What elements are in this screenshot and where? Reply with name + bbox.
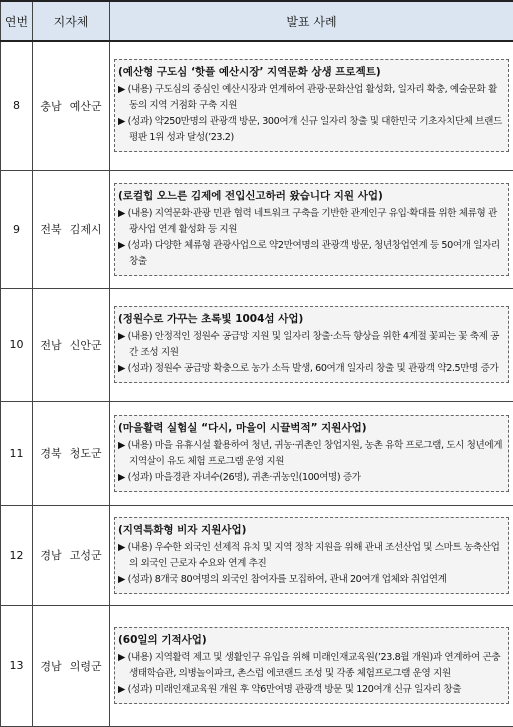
case-title: (지역특화형 비자 지원사업) [118,522,504,537]
case-cell [110,505,513,605]
case-title: (로컬힙 오느른 김제에 전입신고하러 왔습니다 지원 사업) [118,188,504,203]
case-cell [110,401,513,505]
case-cell [110,170,513,288]
case-box [114,627,509,704]
case-box [114,183,509,276]
header-no: 연번 [1,1,33,41]
case-cell [110,288,513,401]
region-cell [33,170,110,288]
table-body [1,41,513,726]
header-case: 발표 사례 [110,1,513,41]
region-cell [33,505,110,605]
case-line: ▶ (성과) 8개국 80여명의 외국인 참여자를 모집하여, 관내 20여개 업체와 취업연계 [118,572,504,588]
case-title: (60일의 기적사업) [118,632,504,647]
region-cell [33,288,110,401]
row-number: 9 [1,170,33,288]
case-line: ▶ (내용) 구도심의 중심인 예산시장과 연계하여 관광·문화산업 활성화, 일자리 확충, 예술문화 활동의 지역 거점화 구축 지원 [118,82,504,114]
province-name: 경남 [40,660,61,673]
case-line: ▶ (성과) 정원수 공급망 확충으로 농가 소득 발생, 60여개 일자리 창출 및 관광객 약2.5만명 증가 [118,361,504,377]
city-name: 김제시 [70,223,102,236]
row-number: 10 [1,288,33,401]
table-row [1,605,513,726]
province-name: 경남 [40,549,61,562]
city-name: 청도군 [70,447,102,460]
region-cell [33,41,110,170]
row-number: 13 [1,605,33,726]
province-name: 전남 [40,339,61,352]
province-name: 경북 [40,447,61,460]
case-cell [110,605,513,726]
province-name: 충남 [40,100,61,113]
row-number: 12 [1,505,33,605]
header-region: 지자체 [33,1,110,41]
row-number: 11 [1,401,33,505]
case-line: ▶ (내용) 마을 유휴시설 활용하여 청년, 귀농·귀촌인 창업지원, 농촌 유학 프로그램, 도시 청년에게 지역살이 유도 체험 프로그램 운영 지원 [118,438,504,470]
case-title: (마을활력 실험실 “다시, 마을이 시끌벅적” 지원사업) [118,420,504,435]
city-name: 예산군 [70,100,102,113]
table-row [1,401,513,505]
case-line: ▶ (내용) 안정적인 정원수 공급망 지원 및 일자리 창출·소득 향상을 위한 4계절 꽃피는 꽃 축제 공간 조성 지원 [118,329,504,361]
case-line: ▶ (내용) 지역활력 제고 및 생활인구 유입을 위해 미래인재교육원(’23.8월 개원)과 연계하여 곤충생태학습관, 의병놀이파크, 촌스럽 에코랜드 조성 및 각종 체험프로그램 운영 지원 [118,650,504,682]
table-row [1,170,513,288]
case-box [114,415,509,492]
case-box [114,517,509,594]
case-line: ▶ (성과) 마을경관 자녀수(26명), 귀촌·귀농인(100여명) 증가 [118,470,504,486]
case-box [114,59,509,152]
region-cell [33,605,110,726]
case-line: ▶ (내용) 우수한 외국인 선제적 유치 및 지역 정착 지원을 위해 관내 조선산업 및 스마트 농축산업의 외국인 근로자 수요와 연계 추진 [118,540,504,572]
case-line: ▶ (성과) 다양한 체류형 관광사업으로 약2만여명의 관광객 방문, 청년창업연계 등 50여개 일자리 창출 [118,238,504,270]
city-name: 고성군 [70,549,102,562]
table-row [1,41,513,170]
case-box [114,306,509,383]
table-row [1,505,513,605]
case-line: ▶ (내용) 지역문화·관광 민관 협력 네트워크 구축을 기반한 관계인구 유입·확대를 위한 체류형 관광사업 연계 활성화 등 지원 [118,206,504,238]
region-cell [33,401,110,505]
province-name: 전북 [40,223,61,236]
city-name: 의령군 [70,660,102,673]
case-cell [110,41,513,170]
case-title: (예산형 구도심 ‘핫플 예산시장’ 지역문화 상생 프로젝트) [118,64,504,79]
table-row [1,288,513,401]
case-line: ▶ (성과) 약250만명의 관광객 방문, 300여개 신규 일자리 창출 및 대한민국 기초자치단체 브랜드평판 1위 성과 달성(’23.2) [118,114,504,146]
table-header-row [1,1,513,41]
case-line: ▶ (성과) 미래인재교육원 개원 후 약6만여명 관광객 방문 및 120여개 신규 일자리 창출 [118,682,504,698]
row-number: 8 [1,41,33,170]
case-title: (정원수로 가꾸는 초록빛 1004섬 사업) [118,311,504,326]
city-name: 신안군 [70,339,102,352]
